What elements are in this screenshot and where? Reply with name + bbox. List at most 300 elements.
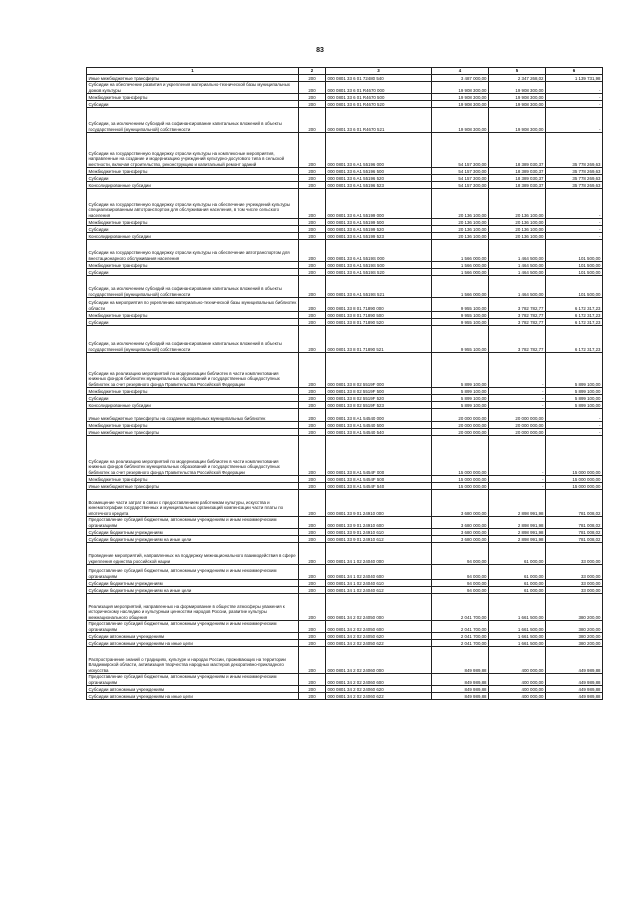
table-row <box>87 536 603 543</box>
table-row <box>87 189 603 219</box>
row-classification-cell: 000 0801 33 6 A1 55196 520 <box>326 175 432 182</box>
row-name-cell: Консолидированные субсидии <box>87 182 299 189</box>
row-executed-cell: 2 898 991,98 <box>489 529 546 536</box>
row-executed-cell: 19 908 300,00 <box>489 101 546 108</box>
row-code-cell: 200 <box>299 436 326 476</box>
row-unexecuted-cell: - <box>546 409 603 422</box>
row-name-cell: Межбюджетные трансферты <box>87 388 299 395</box>
row-code-cell: 200 <box>299 409 326 422</box>
row-approved-cell: 94 000,00 <box>432 565 489 580</box>
table-row <box>87 594 603 621</box>
table-row <box>87 233 603 240</box>
row-approved-cell: 19 908 300,00 <box>432 108 489 133</box>
row-classification-cell: 000 0801 33 6 A1 55199 523 <box>326 233 432 240</box>
row-classification-cell: 000 0801 33 8 A1 54540 500 <box>326 422 432 429</box>
table-row <box>87 219 603 226</box>
row-approved-cell: 94 000,00 <box>432 587 489 594</box>
row-classification-cell: 000 0801 33 8 02 5519F 000 <box>326 353 432 388</box>
row-name-cell: Субсидии <box>87 175 299 182</box>
row-name-cell: Субсидии на реализацию мероприятий по модернизации библиотек в части комплектования книжных фондов библиотек муниципальных образований и государственных общедоступных библиотек за счет резервного фонда Правительства Российской Федерации <box>87 353 299 388</box>
row-executed-cell: - <box>489 483 546 490</box>
row-executed-cell: 1 464 500,00 <box>489 276 546 298</box>
row-code-cell: 200 <box>299 395 326 402</box>
row-unexecuted-cell: 6 172 317,23 <box>546 312 603 319</box>
row-executed-cell: 18 389 030,37 <box>489 133 546 168</box>
row-code-cell: 200 <box>299 101 326 108</box>
row-executed-cell: 20 136 100,00 <box>489 226 546 233</box>
row-executed-cell: 2 347 268,02 <box>489 75 546 82</box>
row-approved-cell: 20 136 100,00 <box>432 189 489 219</box>
row-approved-cell: 849 989,88 <box>432 674 489 686</box>
row-unexecuted-cell: 5 899 100,00 <box>546 402 603 409</box>
row-classification-cell: 000 0801 33 8 A1 54540 540 <box>326 429 432 436</box>
row-classification-cell: 000 0801 33 6 01 72480 540 <box>326 75 432 82</box>
table-row <box>87 422 603 429</box>
row-executed-cell: 3 782 782,77 <box>489 326 546 353</box>
row-code-cell: 200 <box>299 108 326 133</box>
row-classification-cell: 000 0801 33 6 A1 55199 500 <box>326 219 432 226</box>
row-unexecuted-cell: 33 000,00 <box>546 587 603 594</box>
row-approved-cell: 9 955 100,00 <box>432 298 489 312</box>
row-code-cell: 200 <box>299 422 326 429</box>
row-name-cell: Субсидии, за исключением субсидий на софинансирование капитальных вложений в объекты государственной (муниципальной) собственности <box>87 108 299 133</box>
table-row <box>87 312 603 319</box>
row-name-cell: Иные межбюджетные трансферты <box>87 483 299 490</box>
row-code-cell: 200 <box>299 674 326 686</box>
row-executed-cell: 18 389 030,37 <box>489 182 546 189</box>
row-approved-cell: 19 908 300,00 <box>432 101 489 108</box>
row-approved-cell: 5 899 100,00 <box>432 395 489 402</box>
row-classification-cell: 000 0801 33 6 01 R4670 500 <box>326 94 432 101</box>
table-row <box>87 276 603 298</box>
table-row <box>87 353 603 388</box>
row-code-cell: 200 <box>299 319 326 326</box>
row-executed-cell: 1 661 500,00 <box>489 594 546 621</box>
row-approved-cell: 2 041 700,00 <box>432 640 489 647</box>
row-code-cell: 200 <box>299 686 326 693</box>
row-executed-cell: 3 782 782,77 <box>489 298 546 312</box>
table-row <box>87 395 603 402</box>
table-row <box>87 101 603 108</box>
row-unexecuted-cell: 35 778 269,63 <box>546 133 603 168</box>
row-executed-cell: 61 000,00 <box>489 580 546 587</box>
row-code-cell: 200 <box>299 529 326 536</box>
row-name-cell: Субсидии на государственную поддержку отрасли культуры на обеспечение автотранспортом для внестационарного обслуживания населения <box>87 240 299 262</box>
row-approved-cell: 20 000 000,00 <box>432 429 489 436</box>
row-classification-cell: 000 0801 33 9 01 24910 612 <box>326 536 432 543</box>
table-row <box>87 75 603 82</box>
row-approved-cell: 5 899 100,00 <box>432 402 489 409</box>
table-row <box>87 580 603 587</box>
row-name-cell: Субсидии <box>87 226 299 233</box>
row-unexecuted-cell: 380 200,00 <box>546 640 603 647</box>
table-row <box>87 168 603 175</box>
row-approved-cell: 54 157 300,00 <box>432 133 489 168</box>
row-unexecuted-cell: - <box>546 219 603 226</box>
row-executed-cell: 20 000 000,00 <box>489 422 546 429</box>
row-approved-cell: 15 000 000,00 <box>432 483 489 490</box>
row-unexecuted-cell: 449 989,88 <box>546 647 603 674</box>
row-classification-cell: 000 0801 33 8 01 71890 000 <box>326 298 432 312</box>
row-classification-cell: 000 0801 34 2 02 24060 622 <box>326 693 432 700</box>
row-classification-cell: 000 0801 34 2 02 24050 622 <box>326 640 432 647</box>
row-unexecuted-cell: 449 989,88 <box>546 686 603 693</box>
row-approved-cell: 9 955 100,00 <box>432 326 489 353</box>
row-approved-cell: 2 041 700,00 <box>432 594 489 621</box>
table-row <box>87 326 603 353</box>
row-name-cell: Межбюджетные трансферты <box>87 262 299 269</box>
row-name-cell: Иные межбюджетные трансферты на создание модельных муниципальных библиотек <box>87 409 299 422</box>
row-code-cell: 200 <box>299 640 326 647</box>
row-name-cell: Субсидии на государственную поддержку отрасли культуры на комплексные мероприятия, направленные на создание и модернизацию учреждений культурно-досугового типа в сельской местности, включая строительство, реконструкцию и капитальный ремонт зданий <box>87 133 299 168</box>
row-unexecuted-cell: 449 989,88 <box>546 693 603 700</box>
row-classification-cell: 000 0801 33 6 01 R4670 521 <box>326 108 432 133</box>
row-unexecuted-cell: 15 000 000,00 <box>546 476 603 483</box>
row-unexecuted-cell: 781 008,02 <box>546 490 603 517</box>
row-classification-cell: 000 0801 33 8 A1 5454F 500 <box>326 476 432 483</box>
row-code-cell: 200 <box>299 476 326 483</box>
row-code-cell: 200 <box>299 269 326 276</box>
row-code-cell: 200 <box>299 402 326 409</box>
row-approved-cell: 20 136 100,00 <box>432 219 489 226</box>
row-classification-cell: 000 0801 33 8 02 5519F 500 <box>326 388 432 395</box>
row-classification-cell: 000 0801 33 6 A1 55196 523 <box>326 182 432 189</box>
row-name-cell: Межбюджетные трансферты <box>87 312 299 319</box>
table-row <box>87 319 603 326</box>
table-row <box>87 94 603 101</box>
row-code-cell: 200 <box>299 189 326 219</box>
row-classification-cell: 000 0801 34 2 02 24060 620 <box>326 686 432 693</box>
row-executed-cell: 61 000,00 <box>489 565 546 580</box>
row-executed-cell: - <box>489 353 546 388</box>
row-classification-cell: 000 0801 33 6 01 R4670 000 <box>326 82 432 94</box>
row-classification-cell: 000 0801 34 1 02 24040 600 <box>326 565 432 580</box>
row-classification-cell: 000 0801 34 2 02 24060 000 <box>326 647 432 674</box>
row-classification-cell: 000 0801 33 8 01 71890 500 <box>326 312 432 319</box>
row-name-cell: Консолидированные субсидии <box>87 402 299 409</box>
row-unexecuted-cell: 101 500,00 <box>546 269 603 276</box>
row-approved-cell: 15 000 000,00 <box>432 476 489 483</box>
row-classification-cell: 000 0801 34 1 02 24040 610 <box>326 580 432 587</box>
table-row <box>87 409 603 422</box>
table-row <box>87 621 603 633</box>
row-name-cell: Субсидии автономным учреждениям на иные цели <box>87 693 299 700</box>
row-unexecuted-cell: 781 008,02 <box>546 536 603 543</box>
row-classification-cell: 000 0801 34 1 02 24040 000 <box>326 543 432 565</box>
row-code-cell: 200 <box>299 693 326 700</box>
row-approved-cell: 9 955 100,00 <box>432 319 489 326</box>
row-name-cell: Межбюджетные трансферты <box>87 168 299 175</box>
row-name-cell: Межбюджетные трансферты <box>87 94 299 101</box>
table-row <box>87 298 603 312</box>
row-unexecuted-cell: - <box>546 108 603 133</box>
row-classification-cell: 000 0801 33 6 A1 5519S 521 <box>326 276 432 298</box>
row-name-cell: Реализация мероприятий, направленных на формирование в обществе атмосферы уважения к историческому наследию и культурным ценностям народов России, развитие культуры межнационального общения <box>87 594 299 621</box>
row-classification-cell: 000 0801 33 6 A1 55199 520 <box>326 226 432 233</box>
row-unexecuted-cell: 35 778 269,63 <box>546 182 603 189</box>
row-approved-cell: 3 487 000,00 <box>432 75 489 82</box>
row-code-cell: 200 <box>299 133 326 168</box>
row-approved-cell: 849 989,88 <box>432 647 489 674</box>
row-classification-cell: 000 0801 33 8 02 5519F 523 <box>326 402 432 409</box>
header-row <box>87 68 603 75</box>
row-approved-cell: 3 680 000,00 <box>432 517 489 529</box>
row-approved-cell: 5 899 100,00 <box>432 353 489 388</box>
row-name-cell: Консолидированные субсидии <box>87 233 299 240</box>
row-name-cell: Субсидии <box>87 319 299 326</box>
table-row <box>87 686 603 693</box>
row-name-cell: Субсидии бюджетным учреждениям <box>87 529 299 536</box>
row-executed-cell: - <box>489 436 546 476</box>
row-approved-cell: 94 000,00 <box>432 580 489 587</box>
row-code-cell: 200 <box>299 490 326 517</box>
row-approved-cell: 2 041 700,00 <box>432 621 489 633</box>
row-approved-cell: 54 157 300,00 <box>432 182 489 189</box>
row-executed-cell: 19 908 300,00 <box>489 108 546 133</box>
row-approved-cell: 15 000 000,00 <box>432 436 489 476</box>
table-row <box>87 587 603 594</box>
table-row <box>87 476 603 483</box>
row-executed-cell: 3 782 782,77 <box>489 312 546 319</box>
row-code-cell: 200 <box>299 580 326 587</box>
table-row <box>87 436 603 476</box>
row-unexecuted-cell: 101 500,00 <box>546 262 603 269</box>
row-executed-cell: 61 000,00 <box>489 587 546 594</box>
row-executed-cell: 61 000,00 <box>489 543 546 565</box>
row-executed-cell: 3 782 782,77 <box>489 319 546 326</box>
row-name-cell: Субсидии автономным учреждениям <box>87 633 299 640</box>
row-code-cell: 200 <box>299 353 326 388</box>
row-code-cell: 200 <box>299 240 326 262</box>
table-row <box>87 82 603 94</box>
row-code-cell: 200 <box>299 168 326 175</box>
table-row <box>87 402 603 409</box>
row-unexecuted-cell: 1 139 731,98 <box>546 75 603 82</box>
row-unexecuted-cell: 33 000,00 <box>546 565 603 580</box>
row-name-cell: Проведение мероприятий, направленных на поддержку межнационального взаимодействия в сфере укрепления единства российской нации <box>87 543 299 565</box>
row-executed-cell: - <box>489 388 546 395</box>
row-unexecuted-cell: 380 200,00 <box>546 621 603 633</box>
row-unexecuted-cell: 101 500,00 <box>546 240 603 262</box>
row-classification-cell: 000 0801 33 9 01 24910 600 <box>326 517 432 529</box>
row-approved-cell: 94 000,00 <box>432 543 489 565</box>
row-name-cell: Субсидии автономным учреждениям на иные цели <box>87 640 299 647</box>
row-unexecuted-cell: - <box>546 422 603 429</box>
row-code-cell: 200 <box>299 94 326 101</box>
row-code-cell: 200 <box>299 262 326 269</box>
table-row <box>87 226 603 233</box>
row-approved-cell: 20 136 100,00 <box>432 226 489 233</box>
row-approved-cell: 849 989,88 <box>432 693 489 700</box>
row-code-cell: 200 <box>299 543 326 565</box>
row-executed-cell: 20 000 000,00 <box>489 429 546 436</box>
row-approved-cell: 20 000 000,00 <box>432 409 489 422</box>
row-executed-cell: 1 464 500,00 <box>489 262 546 269</box>
row-name-cell: Предоставление субсидий бюджетным, автономным учреждениям и иным некоммерческим организациям <box>87 517 299 529</box>
row-name-cell: Субсидии бюджетным учреждениям на иные цели <box>87 587 299 594</box>
row-code-cell: 200 <box>299 82 326 94</box>
row-approved-cell: 3 680 000,00 <box>432 536 489 543</box>
row-classification-cell: 000 0801 34 2 02 24050 600 <box>326 621 432 633</box>
row-name-cell: Субсидии <box>87 101 299 108</box>
row-classification-cell: 000 0801 33 8 01 71890 520 <box>326 319 432 326</box>
row-executed-cell: 18 389 030,37 <box>489 168 546 175</box>
row-unexecuted-cell: 781 008,02 <box>546 529 603 536</box>
row-name-cell: Межбюджетные трансферты <box>87 219 299 226</box>
row-code-cell: 200 <box>299 226 326 233</box>
row-executed-cell: 19 908 300,00 <box>489 94 546 101</box>
row-approved-cell: 1 566 000,00 <box>432 240 489 262</box>
row-name-cell: Предоставление субсидий бюджетным, автономным учреждениям и иным некоммерческим организациям <box>87 565 299 580</box>
row-name-cell: Субсидии <box>87 395 299 402</box>
row-unexecuted-cell: 101 500,00 <box>546 276 603 298</box>
row-name-cell: Межбюджетные трансферты <box>87 476 299 483</box>
row-executed-cell: 20 136 100,00 <box>489 219 546 226</box>
table-row <box>87 647 603 674</box>
row-unexecuted-cell: - <box>546 226 603 233</box>
row-code-cell: 200 <box>299 298 326 312</box>
row-approved-cell: 3 680 000,00 <box>432 529 489 536</box>
row-unexecuted-cell: 6 172 317,23 <box>546 298 603 312</box>
row-unexecuted-cell: - <box>546 94 603 101</box>
page-number: 83 <box>316 47 324 54</box>
row-approved-cell: 9 955 100,00 <box>432 312 489 319</box>
table-row <box>87 565 603 580</box>
row-name-cell: Иные межбюджетные трансферты <box>87 75 299 82</box>
row-unexecuted-cell: - <box>546 101 603 108</box>
header-col-6: 6 <box>546 68 603 75</box>
row-classification-cell: 000 0801 33 6 01 R4670 520 <box>326 101 432 108</box>
header-col-2: 2 <box>299 68 326 75</box>
row-code-cell: 200 <box>299 276 326 298</box>
row-approved-cell: 1 566 000,00 <box>432 269 489 276</box>
row-executed-cell: 1 661 500,00 <box>489 633 546 640</box>
row-unexecuted-cell: 6 172 317,23 <box>546 319 603 326</box>
row-code-cell: 200 <box>299 182 326 189</box>
row-executed-cell: 19 908 300,00 <box>489 82 546 94</box>
row-name-cell: Иные межбюджетные трансферты <box>87 429 299 436</box>
row-classification-cell: 000 0801 33 6 A1 55196 500 <box>326 168 432 175</box>
row-approved-cell: 1 566 000,00 <box>432 262 489 269</box>
row-approved-cell: 20 000 000,00 <box>432 422 489 429</box>
row-code-cell: 200 <box>299 75 326 82</box>
row-name-cell: Предоставление субсидий бюджетным, автономным учреждениям и иным некоммерческим организациям <box>87 674 299 686</box>
row-unexecuted-cell: 781 008,02 <box>546 517 603 529</box>
row-name-cell: Субсидии бюджетным учреждениям на иные цели <box>87 536 299 543</box>
row-classification-cell: 000 0801 33 6 A1 5519S 500 <box>326 262 432 269</box>
row-executed-cell: 20 000 000,00 <box>489 409 546 422</box>
row-classification-cell: 000 0801 33 8 A1 54540 000 <box>326 409 432 422</box>
row-classification-cell: 000 0801 33 6 A1 55196 000 <box>326 133 432 168</box>
table-row <box>87 517 603 529</box>
row-code-cell: 200 <box>299 429 326 436</box>
row-code-cell: 200 <box>299 175 326 182</box>
row-name-cell: Субсидии на обеспечение развития и укрепления материально-технической базы муниципальных домов культуры <box>87 82 299 94</box>
row-code-cell: 200 <box>299 388 326 395</box>
row-executed-cell: 400 000,00 <box>489 647 546 674</box>
row-name-cell: Субсидии на государственную поддержку отрасли культуры на обеспечение учреждений культуры специализированным автотранспортом для обслуживания населения, в том числе сельского населения <box>87 189 299 219</box>
row-executed-cell: 1 464 500,00 <box>489 240 546 262</box>
row-unexecuted-cell: 35 778 269,63 <box>546 175 603 182</box>
row-name-cell: Межбюджетные трансферты <box>87 422 299 429</box>
header-col-4: 4 <box>432 68 489 75</box>
table-row <box>87 640 603 647</box>
row-unexecuted-cell: 33 000,00 <box>546 580 603 587</box>
row-name-cell: Субсидии на мероприятия по укреплению материально-технической базы муниципальных библиотек области <box>87 298 299 312</box>
row-classification-cell: 000 0801 34 2 02 24050 620 <box>326 633 432 640</box>
row-approved-cell: 54 157 300,00 <box>432 175 489 182</box>
row-code-cell: 200 <box>299 517 326 529</box>
row-code-cell: 200 <box>299 565 326 580</box>
row-executed-cell: 1 661 500,00 <box>489 621 546 633</box>
row-code-cell: 200 <box>299 647 326 674</box>
row-code-cell: 200 <box>299 633 326 640</box>
table-row <box>87 429 603 436</box>
header-col-3: 3 <box>326 68 432 75</box>
row-unexecuted-cell: 33 000,00 <box>546 543 603 565</box>
row-name-cell: Предоставление субсидий бюджетным, автономным учреждениям и иным некоммерческим организациям <box>87 621 299 633</box>
row-unexecuted-cell: 15 000 000,00 <box>546 483 603 490</box>
row-code-cell: 200 <box>299 621 326 633</box>
table-row <box>87 490 603 517</box>
row-executed-cell: 2 898 991,98 <box>489 517 546 529</box>
row-unexecuted-cell: 380 200,00 <box>546 633 603 640</box>
table-row <box>87 483 603 490</box>
row-unexecuted-cell: 5 899 100,00 <box>546 395 603 402</box>
table-row <box>87 633 603 640</box>
row-approved-cell: 1 566 000,00 <box>432 276 489 298</box>
row-approved-cell: 2 041 700,00 <box>432 633 489 640</box>
row-executed-cell: 2 898 991,98 <box>489 490 546 517</box>
row-name-cell: Субсидии <box>87 269 299 276</box>
row-approved-cell: 19 908 300,00 <box>432 94 489 101</box>
header-col-1: 1 <box>87 68 299 75</box>
row-executed-cell: 1 464 500,00 <box>489 269 546 276</box>
row-approved-cell: 849 989,88 <box>432 686 489 693</box>
row-classification-cell: 000 0801 33 6 A1 5519S 520 <box>326 269 432 276</box>
row-classification-cell: 000 0801 33 8 02 5519F 520 <box>326 395 432 402</box>
table-row <box>87 240 603 262</box>
row-unexecuted-cell: - <box>546 82 603 94</box>
row-executed-cell: 18 389 030,37 <box>489 175 546 182</box>
row-classification-cell: 000 0801 33 9 01 24910 610 <box>326 529 432 536</box>
row-approved-cell: 19 908 300,00 <box>432 82 489 94</box>
row-classification-cell: 000 0801 33 8 A1 5454F 000 <box>326 436 432 476</box>
row-approved-cell: 20 136 100,00 <box>432 233 489 240</box>
row-name-cell: Субсидии, за исключением субсидий на софинансирование капитальных вложений в объекты государственной (муниципальной) собственности <box>87 276 299 298</box>
row-classification-cell: 000 0801 33 6 A1 55199 000 <box>326 189 432 219</box>
row-executed-cell: 1 661 500,00 <box>489 640 546 647</box>
row-name-cell: Субсидии бюджетным учреждениям <box>87 580 299 587</box>
row-unexecuted-cell: - <box>546 429 603 436</box>
row-executed-cell: - <box>489 395 546 402</box>
row-code-cell: 200 <box>299 594 326 621</box>
table-row <box>87 269 603 276</box>
row-name-cell: Субсидии, за исключением субсидий на софинансирование капитальных вложений в объекты государственной (муниципальной) собственности <box>87 326 299 353</box>
row-unexecuted-cell: 380 200,00 <box>546 594 603 621</box>
row-executed-cell: 400 000,00 <box>489 686 546 693</box>
row-code-cell: 200 <box>299 536 326 543</box>
row-classification-cell: 000 0801 33 8 01 71890 521 <box>326 326 432 353</box>
table-row <box>87 175 603 182</box>
row-executed-cell: 20 136 100,00 <box>489 189 546 219</box>
table-row <box>87 693 603 700</box>
row-code-cell: 200 <box>299 312 326 319</box>
row-code-cell: 200 <box>299 219 326 226</box>
row-classification-cell: 000 0801 33 9 01 24910 000 <box>326 490 432 517</box>
table-row <box>87 529 603 536</box>
row-approved-cell: 3 680 000,00 <box>432 490 489 517</box>
